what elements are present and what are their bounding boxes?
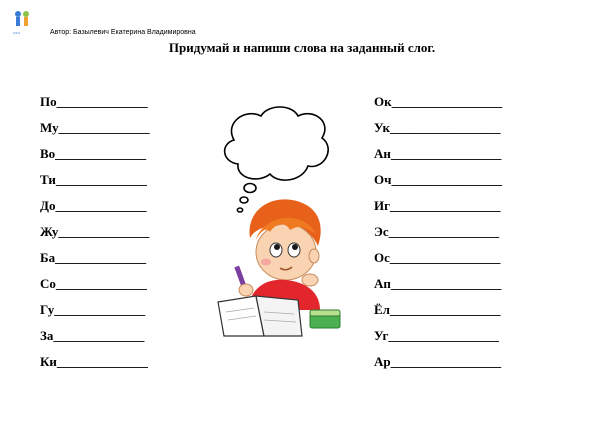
header	[12, 8, 196, 38]
syllable-label: Ки	[40, 354, 57, 369]
answer-blank[interactable]: _________________	[388, 328, 499, 343]
answer-blank[interactable]: _________________	[389, 302, 501, 317]
syllable-row	[40, 118, 150, 144]
answer-blank[interactable]: _________________	[389, 120, 501, 135]
answer-blank[interactable]: _________________	[390, 146, 502, 161]
answer-blank[interactable]: ______________	[55, 146, 147, 161]
thought-cloud-icon	[225, 107, 329, 212]
syllable-label: Гу	[40, 302, 55, 317]
syllable-row	[374, 170, 502, 196]
syllable-label: Ук	[374, 120, 390, 135]
answer-blank[interactable]: ______________	[56, 94, 148, 109]
syllable-row	[374, 274, 502, 300]
syllable-label: Оч	[374, 172, 392, 187]
answer-blank[interactable]: ______________	[55, 198, 147, 213]
syllable-label: Во	[40, 146, 56, 161]
answer-blank[interactable]: _________________	[388, 224, 500, 239]
syllable-label: За	[40, 328, 54, 343]
syllable-label: Жу	[40, 224, 59, 239]
author-label: Автор: Базылевич Екатерина Владимировна	[50, 29, 196, 36]
syllable-row	[40, 326, 150, 352]
answer-blank[interactable]: _________________	[391, 94, 503, 109]
syllable-row	[374, 248, 502, 274]
answer-blank[interactable]: _________________	[390, 276, 502, 291]
syllable-label: Ок	[374, 94, 392, 109]
syllable-label: Иг	[374, 198, 391, 213]
syllable-row	[40, 274, 150, 300]
syllable-label: Ан	[374, 146, 391, 161]
syllable-label: Ап	[374, 276, 391, 291]
syllable-label: Ос	[374, 250, 390, 265]
syllable-label: Со	[40, 276, 56, 291]
syllable-row	[40, 248, 150, 274]
answer-blank[interactable]: ______________	[58, 120, 150, 135]
syllable-row	[374, 300, 502, 326]
thinking-boy-illustration	[206, 100, 346, 340]
syllable-row	[374, 352, 502, 378]
syllable-row	[40, 196, 150, 222]
syllable-label: До	[40, 198, 56, 213]
left-syllable-list	[40, 92, 150, 378]
syllable-row	[374, 118, 502, 144]
syllable-row	[40, 222, 150, 248]
syllable-label: Ар	[374, 354, 391, 369]
syllable-row	[374, 196, 502, 222]
syllable-row	[40, 144, 150, 170]
syllable-row	[374, 92, 502, 118]
syllable-row	[40, 300, 150, 326]
syllable-label: Ти	[40, 172, 56, 187]
right-syllable-list	[374, 92, 502, 378]
answer-blank[interactable]: _________________	[390, 354, 502, 369]
syllable-row	[374, 222, 502, 248]
syllable-label: Эс	[374, 224, 389, 239]
syllable-label: Ёл	[374, 302, 390, 317]
syllable-row	[40, 92, 150, 118]
answer-blank[interactable]: ______________	[54, 302, 146, 317]
syllable-row	[374, 326, 502, 352]
answer-blank[interactable]: ______________	[55, 276, 147, 291]
answer-blank[interactable]: ______________	[55, 172, 147, 187]
syllable-row	[40, 170, 150, 196]
svg-text:•••••: •••••	[13, 30, 21, 35]
answer-blank[interactable]: ______________	[56, 354, 148, 369]
syllable-label: Ба	[40, 250, 56, 265]
syllable-row	[374, 144, 502, 170]
syllable-label: Уг	[374, 328, 389, 343]
page-title: Придумай и напиши слова на заданный слог.	[168, 40, 436, 55]
answer-blank[interactable]: ______________	[58, 224, 150, 239]
answer-blank[interactable]: ______________	[55, 250, 147, 265]
syllable-row	[40, 352, 150, 378]
logo-icon	[12, 8, 48, 38]
answer-blank[interactable]: _________________	[389, 250, 501, 265]
answer-blank[interactable]: _________________	[390, 198, 501, 213]
answer-blank[interactable]: ______________	[53, 328, 145, 343]
syllable-label: По	[40, 94, 57, 109]
syllable-label: Му	[40, 120, 59, 135]
answer-blank[interactable]: _________________	[391, 172, 502, 187]
